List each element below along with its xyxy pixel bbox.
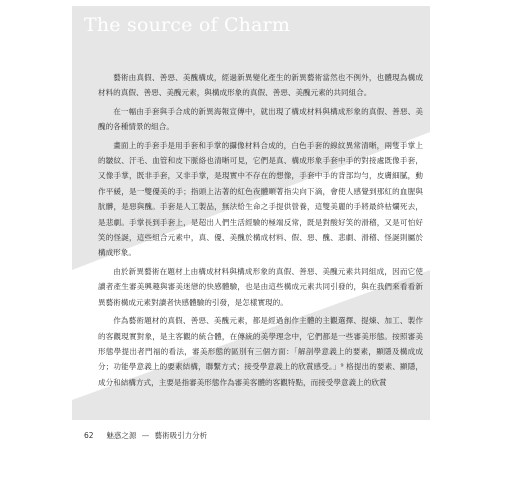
- book-subtitle: 藝術吸引力分析: [154, 431, 208, 440]
- paragraph-4: 由於新異藝術在題材上由構成材料與構成形象的真假、善惡、美醜元素共同組成，因而它使讀者產生審美興趣與審美迷戀的快感體驗，也是由這些構成元素共同引發的，與在我們來看看新異藝術構成元素對讀者快感體驗的引發，是怎樣實現的。: [98, 266, 423, 307]
- paragraph-1: 藝術由真假、善惡、美醜構成，經過新異變化產生的新異藝術當然也不例外，也體現為構成材料的真假、善惡、美醜元素，與構成形象的真假、善惡、美醜元素的共同組合。: [98, 73, 423, 98]
- body-text: [98, 70, 423, 393]
- paragraph-2: 在一幅由手套與手合成的新異海報宣傳中，就出現了構成材料與構成形象的真假、善惡、美醜的各種情景的組合。: [98, 106, 423, 132]
- page-footer: [84, 430, 207, 441]
- page-title: The source of Charm: [84, 14, 291, 36]
- book-title: 魅惑之源: [106, 431, 137, 440]
- footer-separator: —: [141, 431, 150, 440]
- paragraph-5: 作為藝術題材的真假、善惡、美醜元素，都是經過創作主體的主觀選擇、提煉、加工、製作的客觀現實對象，是主客觀的統合體，在傳統的美學理念中，它們都是一些審美形態。按照審美形態學提出者門福的看法，審美形態的區別有三個方面：「解剖學意義上的要素，顯隱及構成成分；功能學意義上的要素結構，聯繫方式；接受學意義上的欣賞感受。」⁹ 格提出的要素、顯隱，成分和結構方式，主要是指審美形態作為審美客體的客觀特點，而接受學意義上的欣賞: [98, 316, 423, 387]
- paragraph-3: 畫面上的手套手是用手套和手掌的攝像材料合成的，白色手套的線紋異常清晰，兩隻手掌上的皺紋、汗毛、血管和皮下脈絡也清晰可見，它們是真、構成形象手套中手的對接處既像手套，又像手掌，既非手套，又非手掌，是現實中不存在的想像，手套中手的背部均勻，皮膚細膩，動作平緩，是一雙優美的手；指頭上沾著的紅色夜體順著指尖向下滴，會使人感覺到那紅的血腥與肮髒，是惡與醜。手套是人工製品，無法給生命之手提供營養，這雙美麗的手將最終枯爛死去，是悲劇。手掌長到手套上，是超出人們生活經驗的極端反常，既是對酸好笑的滑稽，又是可怕好笑的怪誕，這些組合元素中，真、優、美醜於構成材料、假、惡、醜、悲劇、滑稽、怪誕則屬於構成形象。: [98, 140, 423, 258]
- page-number: 62: [84, 431, 94, 440]
